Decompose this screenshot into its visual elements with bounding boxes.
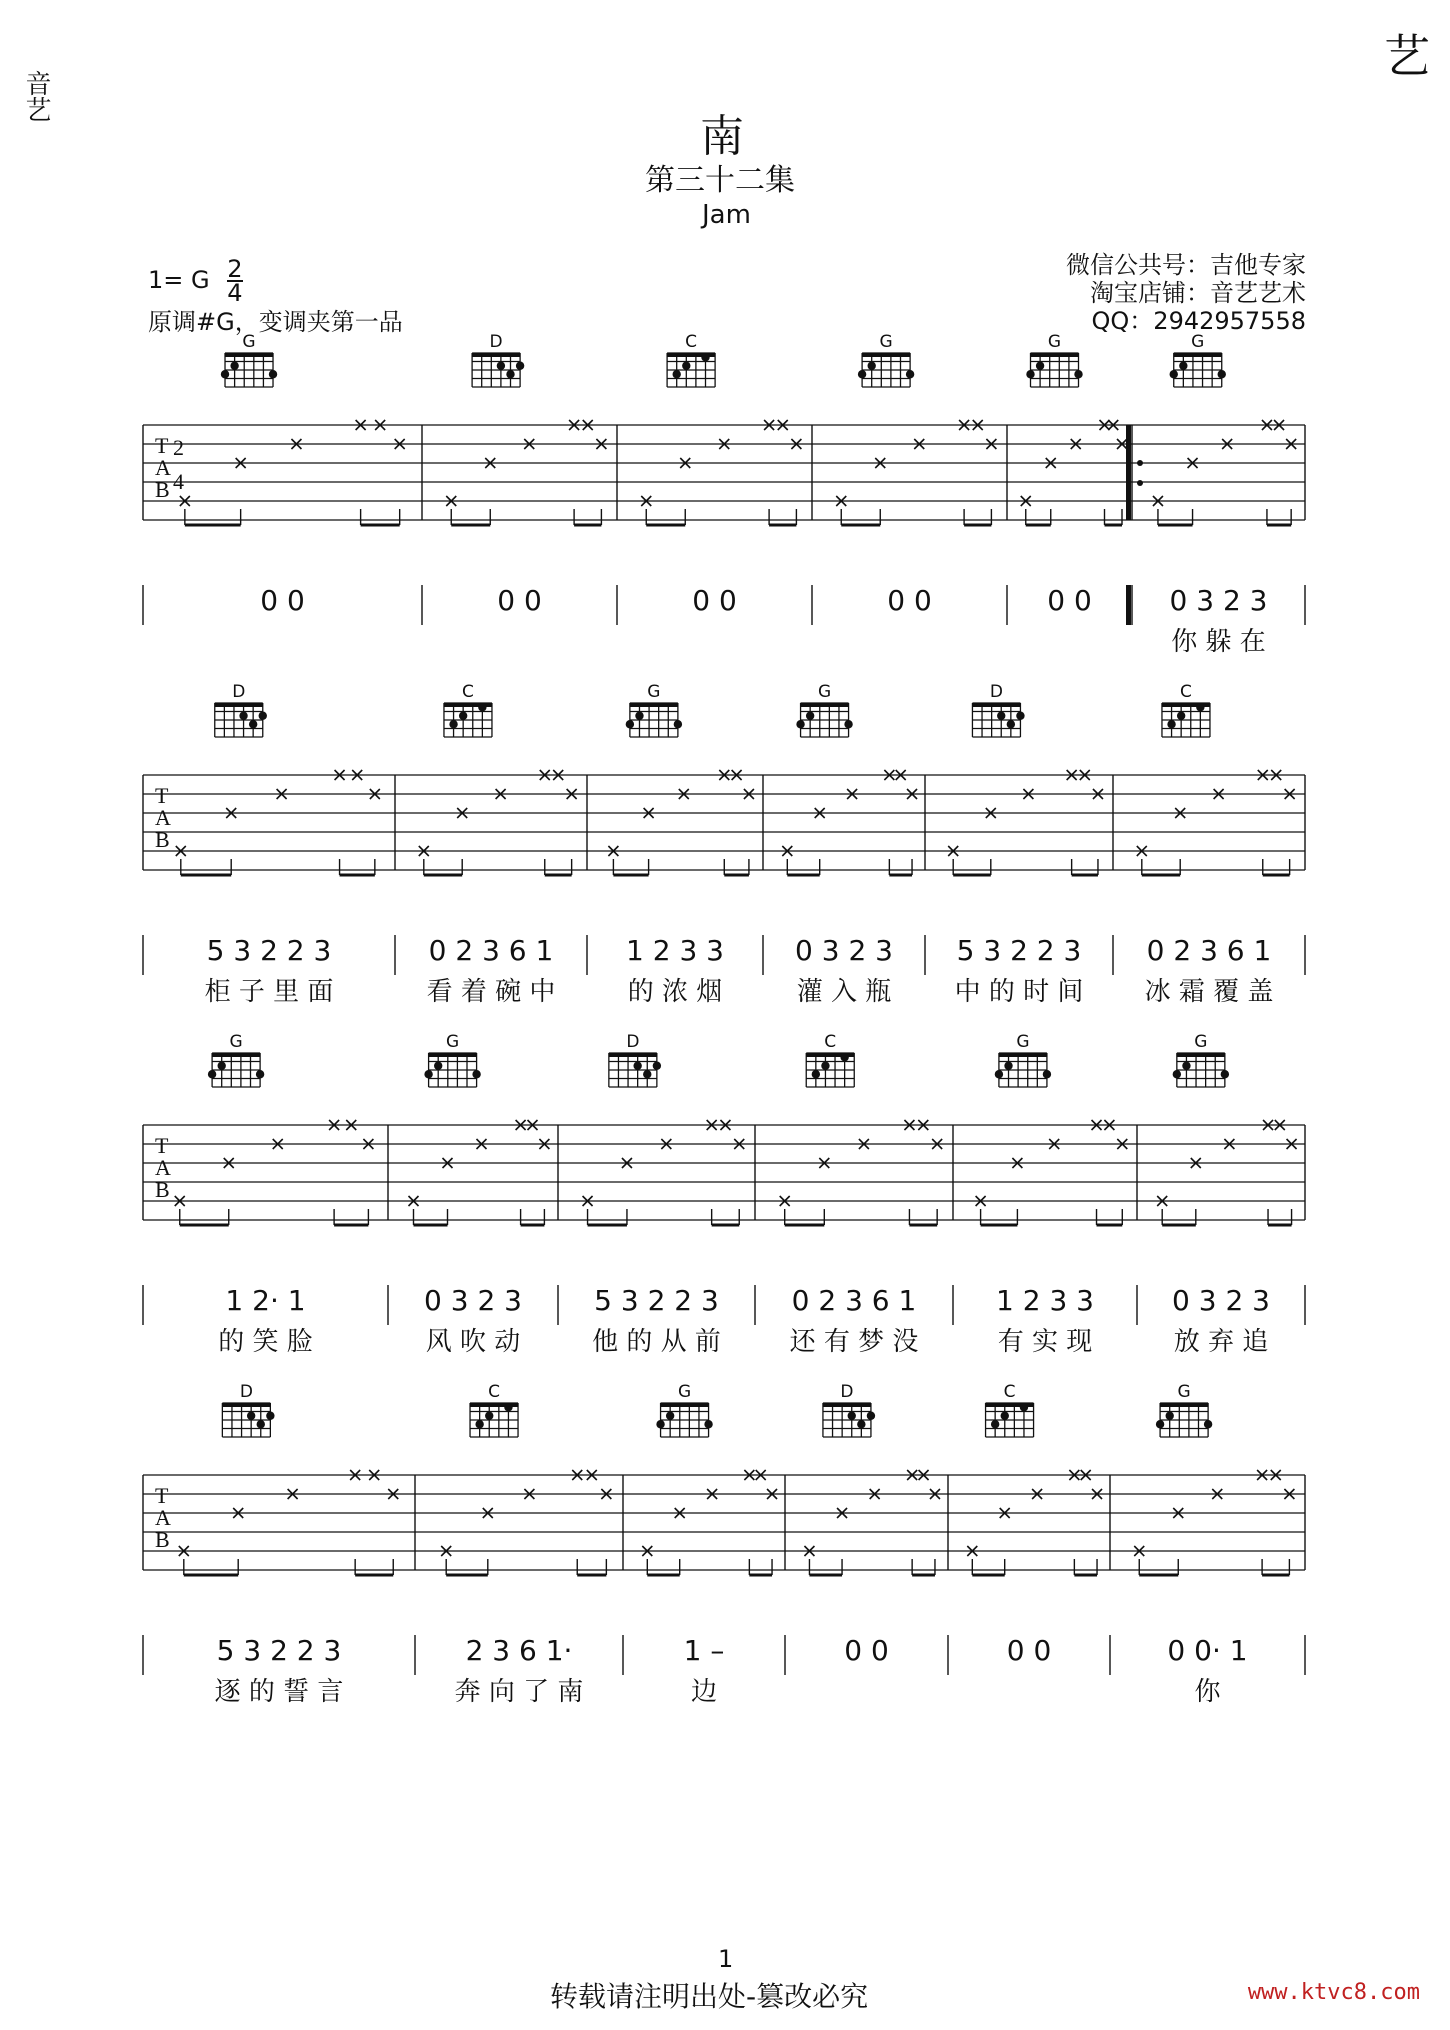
chord-dot <box>633 1062 641 1070</box>
song-title: 南 <box>700 111 744 162</box>
chord-dot <box>635 712 643 720</box>
jianpu-notes: 0 0· 1 <box>1167 1634 1248 1667</box>
tab-clef-letter: B <box>155 1177 170 1202</box>
chord-dot <box>857 1420 865 1428</box>
tab-time-sig-bottom: 4 <box>173 469 184 494</box>
chord-dot <box>1173 1070 1181 1078</box>
chord-dot <box>682 362 690 370</box>
chord-name: G <box>1016 1032 1030 1052</box>
chord-dot <box>459 712 467 720</box>
chord-dot <box>504 1403 512 1411</box>
chord-dot <box>1156 1420 1164 1428</box>
chord-dot <box>424 1070 432 1078</box>
chord-name: C <box>824 1032 837 1052</box>
lyric-line: 你 <box>1194 1677 1221 1707</box>
chord-dot <box>266 1412 274 1420</box>
system-3 <box>143 1032 1305 1357</box>
tab-clef-letter: A <box>155 805 171 830</box>
jianpu-notes: 1 2 3 3 <box>996 1284 1094 1317</box>
tab-clef-letter: T <box>155 783 169 808</box>
jianpu-notes: 1 2 3 3 <box>626 934 724 967</box>
chord-name: D <box>626 1032 640 1052</box>
chord-dot <box>478 703 486 711</box>
jianpu-notes: 0 0 <box>1047 584 1092 617</box>
chord-dot <box>844 720 852 728</box>
copyright-notice: 转载请注明出处-篡改必究 <box>550 1980 869 2013</box>
chord-dot <box>208 1070 216 1078</box>
jianpu-notes: 0 0 <box>1006 1634 1052 1667</box>
chord-dot <box>1043 1070 1051 1078</box>
lyric-line: 灌 入 瓶 <box>796 977 892 1007</box>
artist-name: Jam <box>702 200 751 230</box>
jianpu-notes: 0 3 2 3 <box>1169 584 1268 617</box>
system-2 <box>143 682 1305 1007</box>
chord-dot <box>848 1412 856 1420</box>
corner-logo-right: 艺 <box>1384 29 1430 83</box>
chord-dot <box>1182 1062 1190 1070</box>
chord-dot <box>1026 370 1034 378</box>
lyric-line: 中 的 时 间 <box>954 977 1084 1007</box>
taobao-info: 淘宝店铺：音艺艺术 <box>1090 279 1306 307</box>
chord-dot <box>516 362 524 370</box>
chord-name: C <box>685 332 698 352</box>
lyric-line: 冰 霜 覆 盖 <box>1144 977 1274 1007</box>
chord-name: G <box>1177 1382 1191 1402</box>
jianpu-notes: 0 3 2 3 <box>795 934 893 967</box>
tab-clef-letter: A <box>155 455 171 480</box>
jianpu-notes: 0 0 <box>887 584 932 617</box>
chord-dot <box>1196 703 1204 711</box>
song-subtitle: 第三十二集 <box>645 163 795 198</box>
system-1 <box>143 332 1305 657</box>
chord-dot <box>256 1070 264 1078</box>
chord-dot <box>1007 720 1015 728</box>
chord-name: G <box>879 332 893 352</box>
chord-dot <box>806 712 814 720</box>
chord-dot <box>796 720 804 728</box>
lyric-line: 逐 的 誓 言 <box>214 1677 344 1707</box>
lyric-line: 还 有 梦 没 <box>789 1327 919 1357</box>
jianpu-notes: 2 3 6 1· <box>465 1634 573 1667</box>
chord-dot <box>434 1062 442 1070</box>
chord-dot <box>997 712 1005 720</box>
chord-dot <box>858 370 866 378</box>
chord-dot <box>1016 712 1024 720</box>
lyric-line: 奔 向 了 南 <box>454 1677 584 1707</box>
jianpu-notes: 0 0 <box>497 584 542 617</box>
chord-dot <box>475 1420 483 1428</box>
chord-name: G <box>242 332 256 352</box>
jianpu-notes: 0 0 <box>844 1634 889 1667</box>
tab-clef-letter: T <box>155 1483 169 1508</box>
lyric-line: 柜 子 里 面 <box>204 977 334 1007</box>
page-number: 1 <box>718 1945 734 1973</box>
key-label: 1= G <box>148 266 210 294</box>
chord-dot <box>1218 370 1226 378</box>
jianpu-notes: 0 0 <box>260 584 305 617</box>
jianpu-notes: 5 3 2 2 3 <box>216 1634 342 1667</box>
lyric-line: 风 吹 动 <box>425 1327 521 1357</box>
chord-dot <box>653 1062 661 1070</box>
chord-dot <box>249 720 257 728</box>
chord-dot <box>1179 362 1187 370</box>
chord-name: G <box>1047 332 1062 352</box>
time-sig-bottom: 4 <box>227 279 243 307</box>
tab-time-sig-top: 2 <box>173 435 184 460</box>
chord-dot <box>674 720 682 728</box>
jianpu-notes: 5 3 2 2 3 <box>594 1284 719 1317</box>
chord-dot <box>247 1412 255 1420</box>
chord-name: D <box>239 1382 253 1402</box>
chord-dot <box>257 1420 265 1428</box>
chord-name: G <box>677 1382 692 1402</box>
chord-dot <box>230 362 238 370</box>
chord-dot <box>821 1062 829 1070</box>
chord-dot <box>906 370 914 378</box>
chord-dot <box>1166 1412 1174 1420</box>
chord-dot <box>812 1070 820 1078</box>
chord-dot <box>259 712 267 720</box>
chord-name: G <box>446 1032 460 1052</box>
jianpu-notes: 0 0 <box>692 584 737 617</box>
chord-dot <box>472 1070 480 1078</box>
chord-dot <box>1170 370 1178 378</box>
chord-dot <box>1020 1403 1028 1411</box>
jianpu-notes: 5 3 2 2 3 <box>956 934 1082 967</box>
chord-dot <box>218 1062 226 1070</box>
chord-name: G <box>817 682 832 702</box>
system-4 <box>143 1382 1305 1707</box>
chord-dot <box>449 720 457 728</box>
chord-name: C <box>1003 1382 1016 1402</box>
chord-dot <box>1177 712 1185 720</box>
lyric-line: 的 浓 烟 <box>627 977 723 1007</box>
chord-dot <box>1204 1420 1212 1428</box>
repeat-dot <box>1137 480 1143 486</box>
chord-name: C <box>462 682 474 702</box>
chord-dot <box>666 1412 674 1420</box>
lyric-line: 他 的 从 前 <box>592 1327 721 1357</box>
tab-clef-letter: A <box>155 1155 171 1180</box>
qq-info: QQ：2942957558 <box>1091 307 1306 335</box>
chord-dot <box>497 362 505 370</box>
jianpu-notes: 0 2 3 6 1 <box>1146 934 1272 967</box>
chord-dot <box>991 1420 999 1428</box>
tab-clef-letter: B <box>155 827 170 852</box>
jianpu-notes: 0 3 2 3 <box>424 1284 522 1317</box>
chord-dot <box>1004 1062 1012 1070</box>
repeat-bar-thick <box>1126 585 1131 625</box>
jianpu-notes: 1 – <box>683 1634 725 1667</box>
corner-logo-left: 音艺 <box>21 70 51 122</box>
chord-name: C <box>488 1382 500 1402</box>
chord-dot <box>626 720 634 728</box>
repeat-dot <box>1137 460 1143 466</box>
chord-dot <box>1074 370 1082 378</box>
chord-name: D <box>489 332 503 352</box>
lyric-line: 边 <box>690 1677 718 1707</box>
lyric-line: 你 躲 在 <box>1171 627 1266 657</box>
tab-clef-letter: B <box>155 1527 170 1552</box>
chord-dot <box>1001 1412 1009 1420</box>
jianpu-notes: 0 2 3 6 1 <box>791 1284 917 1317</box>
chord-name: D <box>840 1382 854 1402</box>
site-watermark: www.ktvc8.com <box>1247 1980 1420 2005</box>
chord-dot <box>239 712 247 720</box>
chord-dot <box>656 1420 664 1428</box>
chord-dot <box>840 1053 848 1061</box>
chord-name: D <box>232 682 246 702</box>
chord-dot <box>701 353 709 361</box>
chord-dot <box>704 1420 712 1428</box>
chord-dot <box>221 370 229 378</box>
tab-clef-letter: A <box>155 1505 171 1530</box>
chord-name: D <box>989 682 1003 702</box>
chord-dot <box>1221 1070 1229 1078</box>
chord-dot <box>867 1412 875 1420</box>
chord-dot <box>1167 720 1175 728</box>
chord-dot <box>643 1070 651 1078</box>
chord-name: G <box>1191 332 1205 352</box>
tab-clef-letter: T <box>155 433 169 458</box>
tab-clef-letter: T <box>155 1133 169 1158</box>
chord-dot <box>1036 362 1044 370</box>
tab-clef-letter: B <box>155 477 170 502</box>
chord-name: C <box>1180 682 1192 702</box>
chord-dot <box>868 362 876 370</box>
wechat-info: 微信公共号：吉他专家 <box>1066 251 1306 279</box>
jianpu-notes: 5 3 2 2 3 <box>206 934 332 967</box>
jianpu-notes: 0 2 3 6 1 <box>428 934 554 967</box>
chord-dot <box>673 370 681 378</box>
jianpu-notes: 1 2· 1 <box>225 1284 306 1317</box>
chord-dot <box>485 1412 493 1420</box>
lyric-line: 的 笑 脸 <box>218 1327 313 1357</box>
jianpu-notes: 0 3 2 3 <box>1172 1284 1270 1317</box>
time-sig-top: 2 <box>227 255 243 283</box>
original-key-note: 原调#G，变调夹第一品 <box>148 308 403 336</box>
chord-name: G <box>229 1032 243 1052</box>
chord-name: G <box>1194 1032 1208 1052</box>
chord-dot <box>995 1070 1003 1078</box>
lyric-line: 看 着 碗 中 <box>426 977 556 1007</box>
chord-name: G <box>647 682 661 702</box>
chord-dot <box>506 370 514 378</box>
chord-dot <box>269 370 277 378</box>
lyric-line: 有 实 现 <box>997 1327 1093 1357</box>
lyric-line: 放 弃 追 <box>1173 1327 1269 1357</box>
